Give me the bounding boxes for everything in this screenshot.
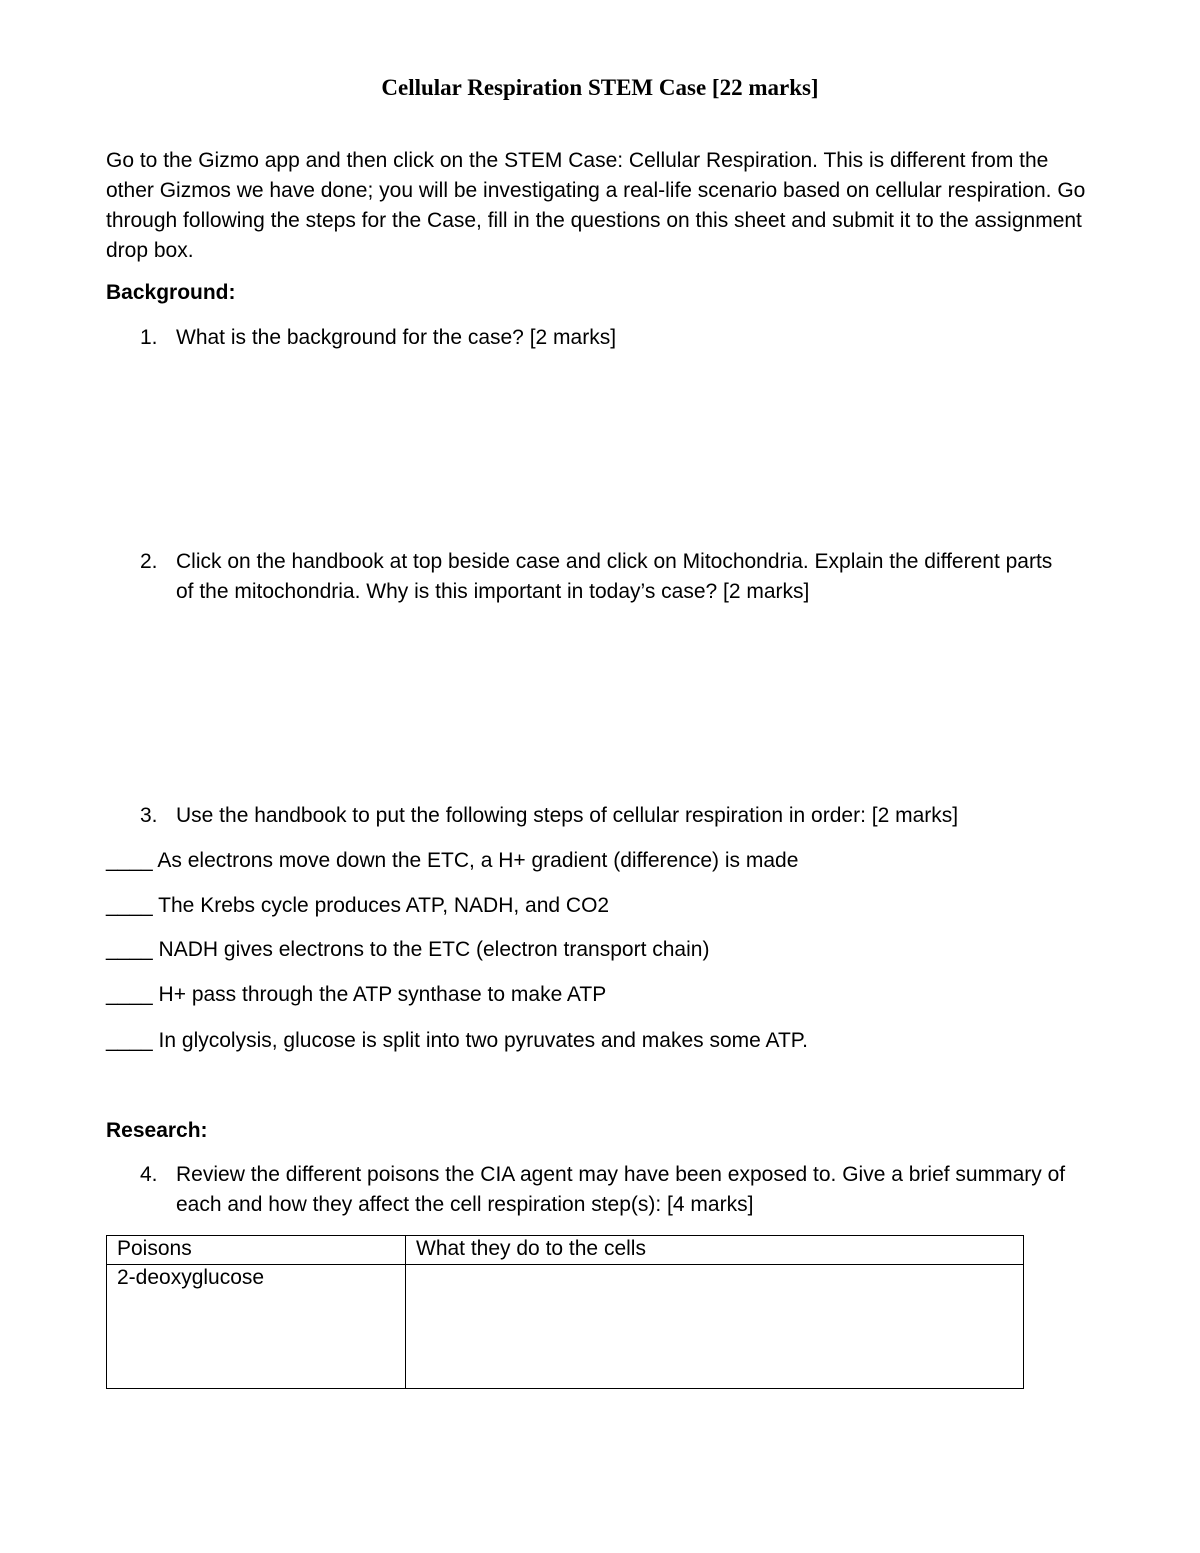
question-number: 2.	[140, 550, 158, 573]
question-text: What is the background for the case? [2 marks]	[176, 326, 617, 349]
question-text: Review the different poisons the CIA agent may have been exposed to. Give a brief summary of each and how they affect the cell respiration step(s): [4 marks]	[176, 1163, 1066, 1216]
question-text: Use the handbook to put the following steps of cellular respiration in order: [2 marks]	[176, 804, 959, 827]
table-cell-effect-answer[interactable]	[406, 1265, 1024, 1389]
ordering-step: ____ In glycolysis, glucose is split into two pyruvates and makes some ATP.	[106, 1029, 808, 1052]
question-number: 3.	[140, 804, 158, 827]
ordering-step: ____ H+ pass through the ATP synthase to make ATP	[106, 983, 607, 1006]
document-title: Cellular Respiration STEM Case [22 marks]	[381, 75, 819, 100]
intro-paragraph: Go to the Gizmo app and then click on the STEM Case: Cellular Respiration. This is different from the other Gizmos we have done; you will be investigating a real-life scenario based on cellular respiration. Go through following the steps for the Case, fill in the questions on this sheet and submit it to the assignment drop box.	[106, 149, 1086, 262]
question-1	[140, 323, 1070, 353]
table-header-row	[107, 1236, 1024, 1265]
background-heading: Background:	[106, 281, 236, 304]
research-heading: Research:	[106, 1119, 208, 1142]
table-row	[107, 1265, 1024, 1389]
question-number: 4.	[140, 1163, 158, 1186]
ordering-step: ____ As electrons move down the ETC, a H+ gradient (difference) is made	[106, 849, 799, 872]
question-text: Click on the handbook at top beside case and click on Mitochondria. Explain the different parts of the mitochondria. Why is this important in today’s case? [2 marks]	[176, 550, 1053, 603]
table-cell-poison: 2-deoxyglucose	[107, 1265, 406, 1389]
table-header-poisons: Poisons	[107, 1236, 406, 1265]
ordering-step: ____ The Krebs cycle produces ATP, NADH, and CO2	[106, 894, 610, 917]
ordering-step: ____ NADH gives electrons to the ETC (electron transport chain)	[106, 938, 710, 961]
poisons-table	[106, 1235, 1024, 1389]
question-4	[140, 1160, 1070, 1220]
table-header-effects: What they do to the cells	[406, 1236, 1024, 1265]
question-3	[140, 801, 1070, 831]
question-number: 1.	[140, 326, 158, 349]
question-2	[140, 547, 1070, 607]
